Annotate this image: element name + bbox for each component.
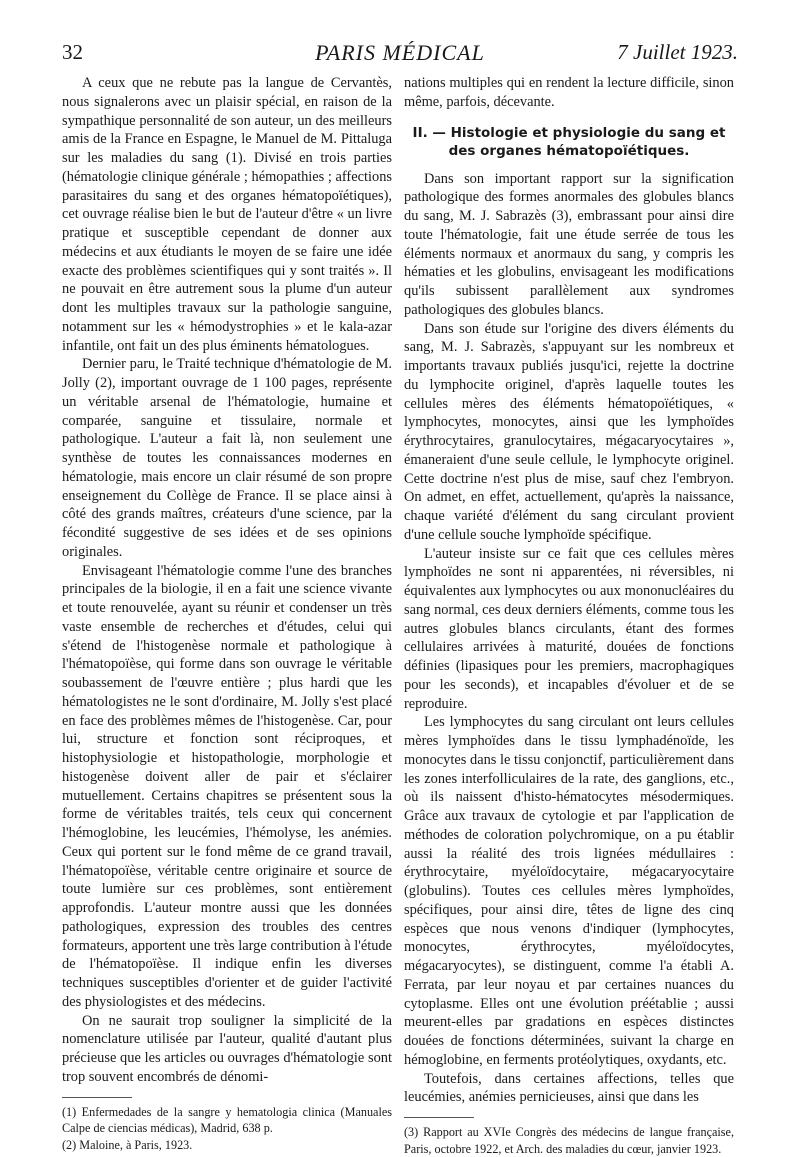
footnote-divider xyxy=(404,1117,474,1118)
journal-title: PARIS MÉDICAL xyxy=(315,40,485,65)
footnote: (3) Rapport au XVIe Congrès des médecins de langue française, Paris, octobre 1922, et Arch. des maladies du cœur, janvier 1923. xyxy=(404,1125,734,1156)
paragraph: Dans son étude sur l'origine des divers éléments du sang, M. J. Sabrazès, s'appuyant sur les nombreux et importants travaux publiés jusqu'ici, rejette la doctrine du lymphocite originel, d'après laquelle toutes les cellules mères des éléments hématopoïétiques, « lymphocytes, monocytes, ainsi que les lymphoïdes érythrocytaires, granulocytaires, mégacaryocytaires », émaneraient d'une seule cellule, le lymphocyte originel. Cette doctrine n'est plus de mise, sauf chez l'embryon. On admet, en effet, actuellement, qu'après la naissance, chaque variété d'élément du sang circulant provient d'une cellule souche lymphoïde spécifique. xyxy=(404,320,734,543)
page-number: 32 xyxy=(62,40,83,64)
paragraph: Envisageant l'hématologie comme l'une des branches principales de la biologie, il en a fait une science vivante et toute renouvelée, ayant su réunir et condenser un très vaste ensemble de recherches et d'études, celui qui s'étend de l'histogenèse normale et pathologique à l'hématopoïèse, qui forme dans son ouvrage le véritable soubassement de l'œuvre entière ; plus hardi que les hématologistes ne le sont d'ordinaire, M. Jolly s'est placé en face des problèmes mêmes de l'histogenèse. Car, pour lui, structure et fonction sont réciproques, et histophysiologie et histopathologie, morphologie et histogenèse doivent aller de pair et s'éclairer mutuellement. Certains chapitres se présentent sous la forme de véritables traités, tels ceux qui concernent l'hémoglobine, les leucémies, l'hémolyse, les anémies. Ceux qui portent sur le fond même de ce grand travail, l'hématopoïèse, véritable centre originaire et source de toute lumière sur ces problèmes, sont entièrement approfondis. L'auteur montre aussi que les données pathologiques, expression des troubles des centres formateurs, apportent une très large contribution à l'étude de l'hématopoïèse. Il indique enfin les diverses techniques susceptibles d'orienter et de guider l'activité des physiologistes et des médecins. xyxy=(62,562,393,1010)
footnote: (2) Maloine, à Paris, 1923. xyxy=(62,1137,193,1152)
page-header xyxy=(62,40,738,74)
paragraph: A ceux que ne rebute pas la langue de Cervantès, nous signalerons avec un plaisir spécial, en raison de la sympathique personnalité de son auteur, un des meilleurs amis de la France en Espagne, le Manuel de M. Pittaluga sur les maladies du sang (1). Divisé en trois parties (hématologie clinique générale ; hémopathies ; affections parasitaires du sang et des organes hématopoïétiques), cet ouvrage réalise bien le but de l'auteur d'être « un livre pratique et susceptible cependant de donner aux médecins et aux étudiants le moyen de se faire une idée exacte des problèmes scientifiques qui y sont traités ». Il ne pouvait en être autrement sous la plume d'un auteur dont les multiples travaux sur la pathologie sanguine, notamment sur les « hémodystrophies » et le kala-azar infantile, ont fait un des plus éminents hématologues. xyxy=(62,75,392,354)
paragraph: Toutefois, dans certaines affections, telles que leucémies, anémies pernicieuses, ainsi que dans les xyxy=(404,1070,734,1106)
right-column xyxy=(404,74,734,1157)
footnote-divider xyxy=(62,1097,132,1098)
section-heading: II. — Histologie et physiologie du sang et des organes hématopoïétiques. xyxy=(412,124,726,159)
footnote: (1) Enfermedades de la sangre y hematologia clinica (Manuales Calpe de ciencias médicas), Madrid, 638 p. xyxy=(62,1104,392,1135)
issue-date: 7 Juillet 1923. xyxy=(617,40,738,64)
paragraph: Dernier paru, le Traité technique d'hématologie de M. Jolly (2), important ouvrage de 1 100 pages, représente un véritable arsenal de l'hématologie, humaine et comparée, sanguine et tissulaire, normale et pathologique. L'auteur a fait là, non seulement une synthèse de toutes les connaissances modernes en hématologie, mais encore un clair résumé de son propre enseignement du Collège de France. Il se place ainsi à côté des grands maîtres, créateurs d'une science, par la fécondité suggestive de ses idées et de ses opinions originales. xyxy=(62,356,392,560)
paragraph: L'auteur insiste sur ce fait que ces cellules mères lymphoïdes ne sont ni apparentées, ni réversibles, ni équivalentes aux lymphocytes ou aux mononucléaires du sang normal, ces deux derniers éléments, comme tous les autres globules blancs circulants, étant des formes cellulaires arrivées à maturité, douées de fonctions définies (lipasiques pour les premiers, macrophagiques pour les seconds), et incapables d'évoluer et de se reproduire. xyxy=(404,545,734,712)
left-column xyxy=(62,74,392,1153)
paragraph: On ne saurait trop souligner la simplicité de la nomenclature utilisée par l'auteur, qualité d'autant plus précieuse que les articles ou ouvrages d'hématologie sont trop souvent encombrés de dénomi- xyxy=(62,1012,392,1085)
paragraph: Dans son important rapport sur la signification pathologique des formes anormales des globules blancs du sang, M. J. Sabrazès (3), embrassant pour ainsi dire toute l'hématologie, fait une étude serrée de tous les éléments normaux et anormaux du sang, y compris les hématies et les globulins, envisageant les modifications qu'ils subissent parallèlement aux syndromes pathologiques des globules blancs. xyxy=(404,170,734,318)
paragraph: nations multiples qui en rendent la lecture difficile, sinon même, parfois, décevante. xyxy=(404,75,734,110)
paragraph: Les lymphocytes du sang circulant ont leurs cellules mères lymphoïdes dans le tissu lymphadénoïde, les monocytes dans le tissu conjonctif, particulièrement dans les zones interfolliculaires de la rate, des ganglions, etc., où ils naissent d'histo-hématocytes mésodermiques. Grâce aux travaux de cytologie et par l'application de méthodes de coloration polychromique, on a pu établir aussi la réalité des trois lignées médullaires : érythrocytaire, myéloïdocytaire, mégacaryocytaire (globulins). Toutes ces cellules mères lymphoïdes, spécifiques, pour ainsi dire, têtes de ligne des cinq espèces que nous venons d'indiquer (lymphocytes, monocytes, érythrocytes, myéloïdocytes, mégacaryocytes), se distinguent, comme l'a établi A. Ferrata, par leur noyau et par certaines nuances du cytoplasme. Elles ont une évolution préétablie ; aussi meurent-elles par gradations en espèces distinctes douées de fonctions déterminées, suivant la charge en hémoglobine, en ferments protéolytiques, oxydants, etc. xyxy=(404,714,734,1068)
